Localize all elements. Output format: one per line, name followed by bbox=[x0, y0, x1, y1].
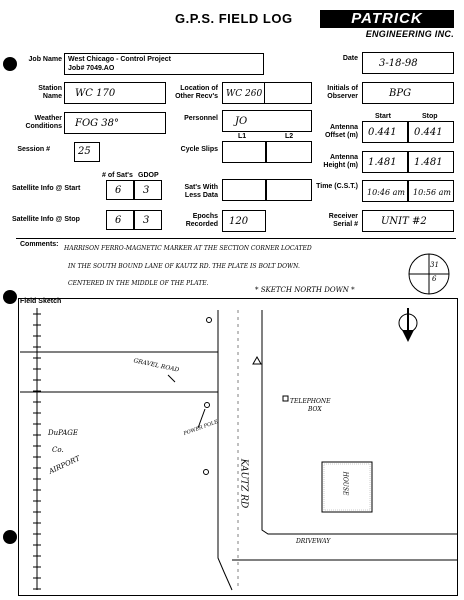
epochs-value: 120 bbox=[229, 216, 249, 227]
telephone-box-label-line1: TELEPHONE bbox=[290, 398, 331, 405]
sat-info-stop-label: Satellite Info @ Stop bbox=[12, 216, 80, 223]
gdop-start-value: 3 bbox=[143, 185, 150, 196]
dupage-label-line2: Co. bbox=[52, 446, 64, 454]
power-pole-label: POWER POLE bbox=[182, 419, 219, 438]
personnel-value: JO bbox=[235, 116, 248, 127]
cycle-slips-label: Cycle Slips bbox=[180, 146, 218, 153]
time-start-value: 10:46 am bbox=[367, 188, 405, 197]
num-sats-header: # of Sat's bbox=[102, 172, 133, 179]
comments-line1: HARRISON FERRO-MAGNETIC MARKER AT THE SECTION CORNER LOCATED bbox=[64, 245, 312, 252]
station-name-value: WC 170 bbox=[75, 88, 116, 99]
personnel-label: Personnel bbox=[184, 115, 218, 122]
receiver-serial-value: UNIT #2 bbox=[381, 216, 427, 227]
weather-label: Weather Conditions bbox=[25, 115, 62, 130]
gravel-road-leader bbox=[168, 375, 175, 382]
antenna-offset-start-value: 0.441 bbox=[368, 127, 397, 138]
antenna-offset-label: Antenna Offset (m) bbox=[324, 124, 358, 139]
weather-value: FOG 38° bbox=[75, 118, 120, 129]
telephone-box-label-line2: BOX bbox=[308, 406, 322, 413]
logo-subtitle: ENGINEERING INC. bbox=[365, 29, 454, 39]
job-number-line2: Job# 7049.AO bbox=[68, 65, 115, 72]
fence-line bbox=[33, 308, 41, 590]
initials-value: BPG bbox=[389, 88, 412, 99]
gravel-road-label: GRAVEL ROAD bbox=[132, 357, 180, 374]
sats-less-data-label: Sat's With Less Data bbox=[184, 184, 218, 199]
antenna-height-label: Antenna Height (m) bbox=[323, 154, 358, 169]
kautz-rd-label: KAUTZ RD bbox=[238, 458, 249, 509]
l2-header: L2 bbox=[285, 133, 294, 140]
sketch-north-note: * SKETCH NORTH DOWN * bbox=[255, 286, 355, 294]
initials-label: Initials of Observer bbox=[327, 85, 358, 100]
visibility-quadrant-b: 6 bbox=[432, 275, 437, 283]
session-value: 25 bbox=[78, 146, 91, 157]
house-label: HOUSE bbox=[341, 471, 349, 496]
station-marker-icon bbox=[253, 357, 261, 364]
north-arrow-icon bbox=[399, 308, 417, 342]
driveway-label: DRIVEWAY bbox=[296, 538, 331, 545]
antenna-height-stop-value: 1.481 bbox=[414, 157, 443, 168]
time-label: Time (C.S.T.) bbox=[316, 183, 358, 190]
visibility-quadrant-a: 31 bbox=[430, 261, 439, 269]
sat-info-start-label: Satellite Info @ Start bbox=[12, 185, 81, 192]
receiver-serial-label: Receiver Serial # bbox=[328, 213, 358, 228]
station-name-label: Station Name bbox=[38, 85, 62, 100]
dupage-label-line1: DuPAGE bbox=[48, 429, 78, 437]
power-pole-icon bbox=[204, 470, 209, 475]
kautz-road-west-edge bbox=[218, 310, 232, 590]
time-stop-value: 10:56 am bbox=[413, 188, 451, 197]
dupage-label-line3: AIRPORT bbox=[47, 454, 82, 476]
logo-name: PATRICK bbox=[320, 10, 454, 28]
power-pole-icon bbox=[205, 403, 210, 408]
stop-header: Stop bbox=[422, 113, 438, 120]
l1-header: L1 bbox=[238, 133, 247, 140]
telephone-box-icon bbox=[283, 396, 288, 401]
comments-line3: CENTERED IN THE MIDDLE OF THE PLATE. bbox=[68, 280, 209, 287]
job-name-line1: West Chicago - Control Project bbox=[68, 56, 171, 63]
session-label: Session # bbox=[17, 146, 50, 153]
driveway-line bbox=[262, 522, 458, 534]
location-other-value: WC 260 bbox=[226, 89, 263, 99]
gdop-stop-value: 3 bbox=[143, 215, 150, 226]
location-other-label: Location of Other Recv's bbox=[175, 85, 218, 100]
gdop-header: GDOP bbox=[138, 172, 159, 179]
epochs-label: Epochs Recorded bbox=[185, 213, 218, 228]
date-label: Date bbox=[342, 55, 358, 62]
sats-start-value: 6 bbox=[115, 185, 122, 196]
power-pole-icon bbox=[207, 318, 212, 323]
form-title: G.P.S. FIELD LOG bbox=[175, 11, 293, 26]
start-header: Start bbox=[375, 113, 391, 120]
date-value: 3-18-98 bbox=[379, 58, 418, 69]
antenna-height-start-value: 1.481 bbox=[368, 157, 397, 168]
sats-stop-value: 6 bbox=[115, 215, 122, 226]
comments-line2: IN THE SOUTH BOUND LANE OF KAUTZ RD. THE PLATE IS BOLT DOWN. bbox=[68, 263, 300, 270]
antenna-offset-stop-value: 0.441 bbox=[414, 127, 443, 138]
job-name-label: Job Name bbox=[28, 56, 62, 63]
comments-label: Comments: bbox=[20, 241, 59, 248]
field-sketch-label: Field Sketch bbox=[20, 298, 62, 305]
